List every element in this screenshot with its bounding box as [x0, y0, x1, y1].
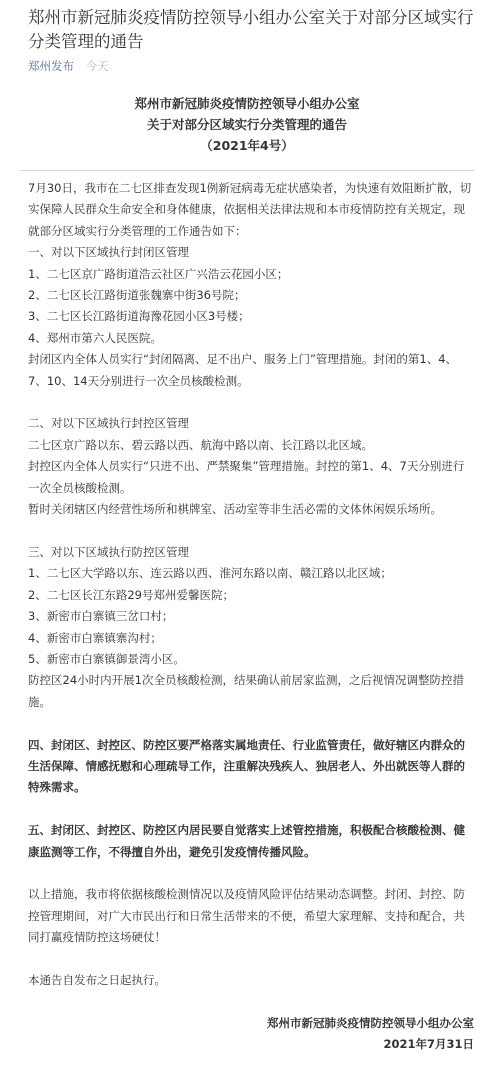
spacer — [28, 392, 474, 413]
section1-heading: 一、对以下区域执行封闭区管理 — [28, 245, 189, 260]
account-name-link[interactable]: 郑州发布 — [28, 59, 74, 73]
section2-note: 封控区内全体人员实行“只进不出、严禁聚集”管理措施。封控的第1、4、7天分别进行一次全员核酸检测。 — [28, 459, 465, 495]
effective-statement: 本通告自发布之日起执行。 — [28, 972, 166, 987]
header-divider — [20, 170, 474, 171]
section3-item: 2、二七区长江东路29号郑州爱馨医院； — [28, 587, 234, 602]
spacer — [28, 799, 474, 820]
section5-paragraph: 五、封闭区、封控区、防控区内居民要自觉落实上述管控措施，积极配合核酸检测、健康监测等工作，不得擅自外出，避免引发疫情传播风险。 — [28, 823, 465, 859]
notice-number: （2021年4号） — [200, 138, 294, 153]
section3-item: 3、新密市白寨镇三岔口村； — [28, 609, 174, 624]
section1-item: 2、二七区长江路街道张魏寨中街36号院； — [28, 288, 246, 303]
spacer — [28, 949, 474, 970]
section2-area: 二七区京广路以东、碧云路以西、航海中路以南、长江路以北区域。 — [28, 437, 373, 452]
section3-item: 4、新密市白寨镇寨沟村； — [28, 630, 162, 645]
section3-heading: 三、对以下区域执行防控区管理 — [28, 544, 189, 559]
section1-note: 封闭区内全体人员实行“封闭隔离、足不出户、服务上门”管理措施。封闭的第1、4、7、10、14天分别进行一次全员核酸检测。 — [28, 352, 458, 388]
notice-subject: 关于对部分区域实行分类管理的通告 — [146, 117, 347, 132]
spacer — [28, 520, 474, 541]
section3-note: 防控区24小时内开展1次全员核酸检测，结果确认前居家监测，之后视情况调整防控措施。 — [28, 673, 464, 709]
closing-paragraph: 以上措施，我市将依据核酸检测情况以及疫情风险评估结果动态调整。封闭、封控、防控管理期间，对广大市民出行和日常生活带来的不便，希望大家理解、支持和配合，共同打赢疫情防控这场硬仗！ — [28, 887, 465, 945]
notice-body — [28, 178, 474, 1056]
signature-date: 2021年7月31日 — [383, 1037, 474, 1052]
signature-issuer: 郑州市新冠肺炎疫情防控领导小组办公室 — [267, 1015, 474, 1030]
section3-item: 1、二七区大学路以东、连云路以西、淮河东路以南、赣江路以北区域； — [28, 566, 392, 581]
section1-item: 1、二七区京广路街道浩云社区广兴浩云花园小区； — [28, 266, 289, 281]
section1-item: 3、二七区长江路街道海豫花园小区3号楼； — [28, 309, 250, 324]
section1-item: 4、郑州市第六人民医院。 — [28, 330, 162, 345]
spacer — [28, 863, 474, 884]
section2-heading: 二、对以下区域执行封控区管理 — [28, 416, 189, 431]
section2-extra: 暂时关闭辖区内经营性场所和棋牌室、活动室等非生活必需的文体休闲娱乐场所。 — [28, 502, 442, 517]
spacer — [28, 713, 474, 734]
spacer — [28, 991, 474, 1012]
notice-header — [0, 93, 494, 156]
publish-date: 今天 — [85, 59, 109, 73]
section3-item: 5、新密市白寨镇御景湾小区。 — [28, 651, 185, 666]
notice-issuer: 郑州市新冠肺炎疫情防控领导小组办公室 — [134, 96, 360, 111]
intro-paragraph: 7月30日，我市在二七区排查发现1例新冠病毒无症状感染者，为快速有效阻断扩散，切实保障人民群众生命安全和身体健康，依据相关法律法规和本市疫情防控有关规定，现就部分区域实行分类管理的工作通告如下： — [28, 181, 472, 238]
article-title: 郑州市新冠肺炎疫情防控领导小组办公室关于对部分区域实行分类管理的通告 — [28, 8, 474, 51]
section4-paragraph: 四、封闭区、封控区、防控区要严格落实属地责任、行业监管责任，做好辖区内群众的生活保障、情感抚慰和心理疏导工作，注重解决残疾人、独居老人、外出就医等人群的特殊需求。 — [28, 737, 465, 795]
article-meta — [28, 58, 109, 74]
